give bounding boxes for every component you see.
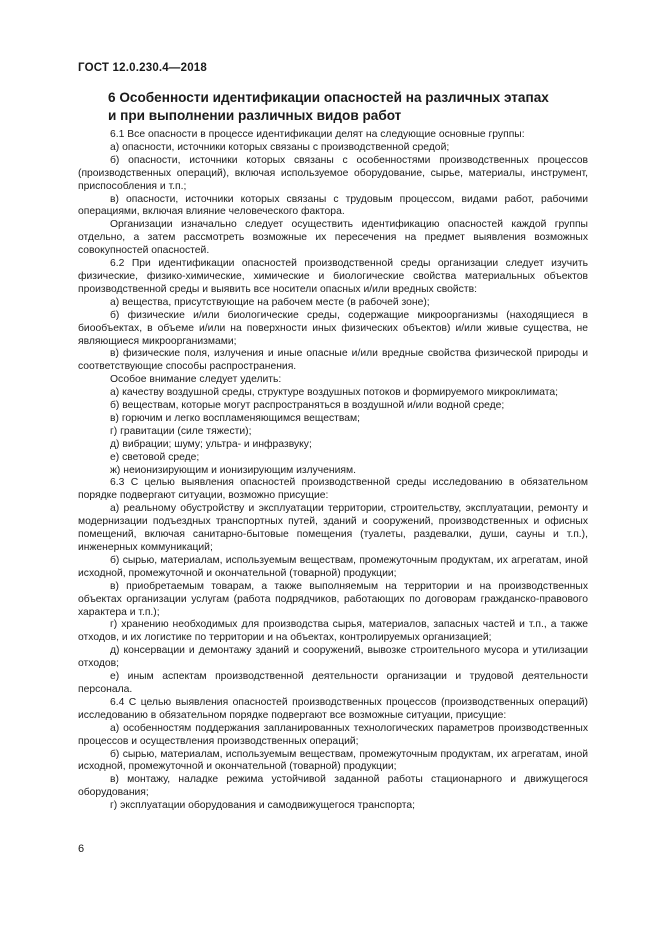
paragraph: е) световой среде;: [110, 451, 200, 463]
paragraph: г) эксплуатации оборудования и самодвижущегося транспорта;: [110, 800, 415, 812]
paragraph: 6.2 При идентификации опасностей производственной среды организации следует изучить физические, физико-химические, химические и биологические свойства материальных объектов производственной среды и выявить все носители опасных и/или вредных свойств:: [78, 258, 588, 295]
paragraph: б) сырью, материалам, используемым веществам, промежуточным продуктам, их агрегатам, иной исходной, промежуточной и окончательной (товарной) продукции;: [78, 554, 588, 579]
section-title: [108, 89, 608, 125]
paragraph: г) гравитации (силе тяжести);: [110, 425, 252, 437]
paragraph: д) консервации и демонтажу зданий и сооружений, вывозке строительного мусора и утилизации отходов;: [78, 645, 588, 670]
paragraph: 6.4 С целью выявления опасностей производственных процессов (производственных операций) исследованию в обязательном порядке подвергают все возможные ситуации, присущие:: [78, 696, 588, 721]
paragraph: в) приобретаемым товарам, а также выполняемым на территории и на производственных объектах организации услугам (работа подрядчиков, работающих по договорам гражданско-правового характера и т.п.);: [78, 580, 588, 618]
paragraph: б) сырью, материалам, используемым веществам, промежуточным продуктам, их агрегатам, иной исходной, промежуточной и окончательной (товарной) продукции;: [78, 748, 588, 773]
paragraph: а) вещества, присутствующие на рабочем месте (в рабочей зоне);: [110, 296, 430, 308]
paragraph: ж) неионизирующим и ионизирующим излучениям.: [110, 464, 356, 476]
section-title-line-2: и при выполнении различных видов работ: [108, 108, 402, 123]
paragraph: а) опасности, источники которых связаны с производственной средой;: [110, 141, 450, 153]
paragraph: е) иным аспектам производственной деятельности организации и трудовой деятельности персонала.: [78, 671, 588, 695]
paragraph: д) вибрации; шуму; ультра- и инфразвуку;: [110, 438, 312, 450]
standard-header: ГОСТ 12.0.230.4—2018: [78, 62, 207, 74]
section-body: [78, 129, 588, 813]
paragraph: б) веществам, которые могут распространяться в воздушной и/или водной среде;: [110, 400, 505, 412]
paragraph: 6.1 Все опасности в процессе идентификации делят на следующие основные группы:: [110, 129, 525, 140]
page-number: 6: [78, 843, 85, 855]
paragraph: б) физические и/или биологические среды, содержащие микроорганизмы (находящиеся в биообъектах, в объеме и/или на поверхности иных физических объектов) и/или живые существа, не являющиеся микроорганизмами;: [78, 309, 588, 347]
paragraph: в) физические поля, излучения и иные опасные и/или вредные свойства физической природы и соответствующие способы распространения.: [78, 348, 588, 373]
paragraph: Особое внимание следует уделить:: [110, 374, 282, 386]
paragraph: б) опасности, источники которых связаны с особенностями производственных процессов (производственных операций), включая используемое оборудование, сырье, материалы, инструмент, приспособления и т.п.;: [78, 154, 588, 192]
paragraph: в) монтажу, наладке режима устойчивой заданной работы стационарного и движущегося оборудования;: [78, 774, 588, 799]
paragraph: а) реальному обустройству и эксплуатации территории, строительству, эксплуатации, ремонту и модернизации подъездных транспортных путей, зданий и сооружений, производственных и офисных помещений, включая санитарно-бытовые помещения (туалеты, раздевалки, души, сауны и т.п.), инженерных коммуникаций;: [78, 503, 588, 553]
paragraph: в) опасности, источники которых связаны с трудовым процессом, видами работ, рабочими операциями, включая влияние человеческого фактора.: [78, 193, 588, 218]
paragraph: 6.3 С целью выявления опасностей производственной среды исследованию в обязательном порядке подвергают ситуации, возможно присущие:: [78, 477, 588, 502]
section-title-line-1: 6 Особенности идентификации опасностей на различных этапах: [108, 90, 549, 105]
paragraph: г) хранению необходимых для производства сырья, материалов, запасных частей и т.п., а также отходов, и их логистике по территории и на объектах, контролируемых организацией;: [78, 619, 588, 644]
paragraph: а) особенностям поддержания запланированных технологических параметров производственных процессов и осуществления производственных операций;: [78, 722, 588, 747]
paragraph: а) качеству воздушной среды, структуре воздушных потоков и формируемого микроклимата;: [110, 387, 558, 399]
paragraph: в) горючим и легко воспламеняющимся веществам;: [110, 412, 361, 424]
paragraph: Организации изначально следует осуществить идентификацию опасностей каждой группы отдельно, а затем рассмотреть возможные их пересечения на предмет выявления возможных совокупностей опасностей.: [78, 219, 588, 257]
